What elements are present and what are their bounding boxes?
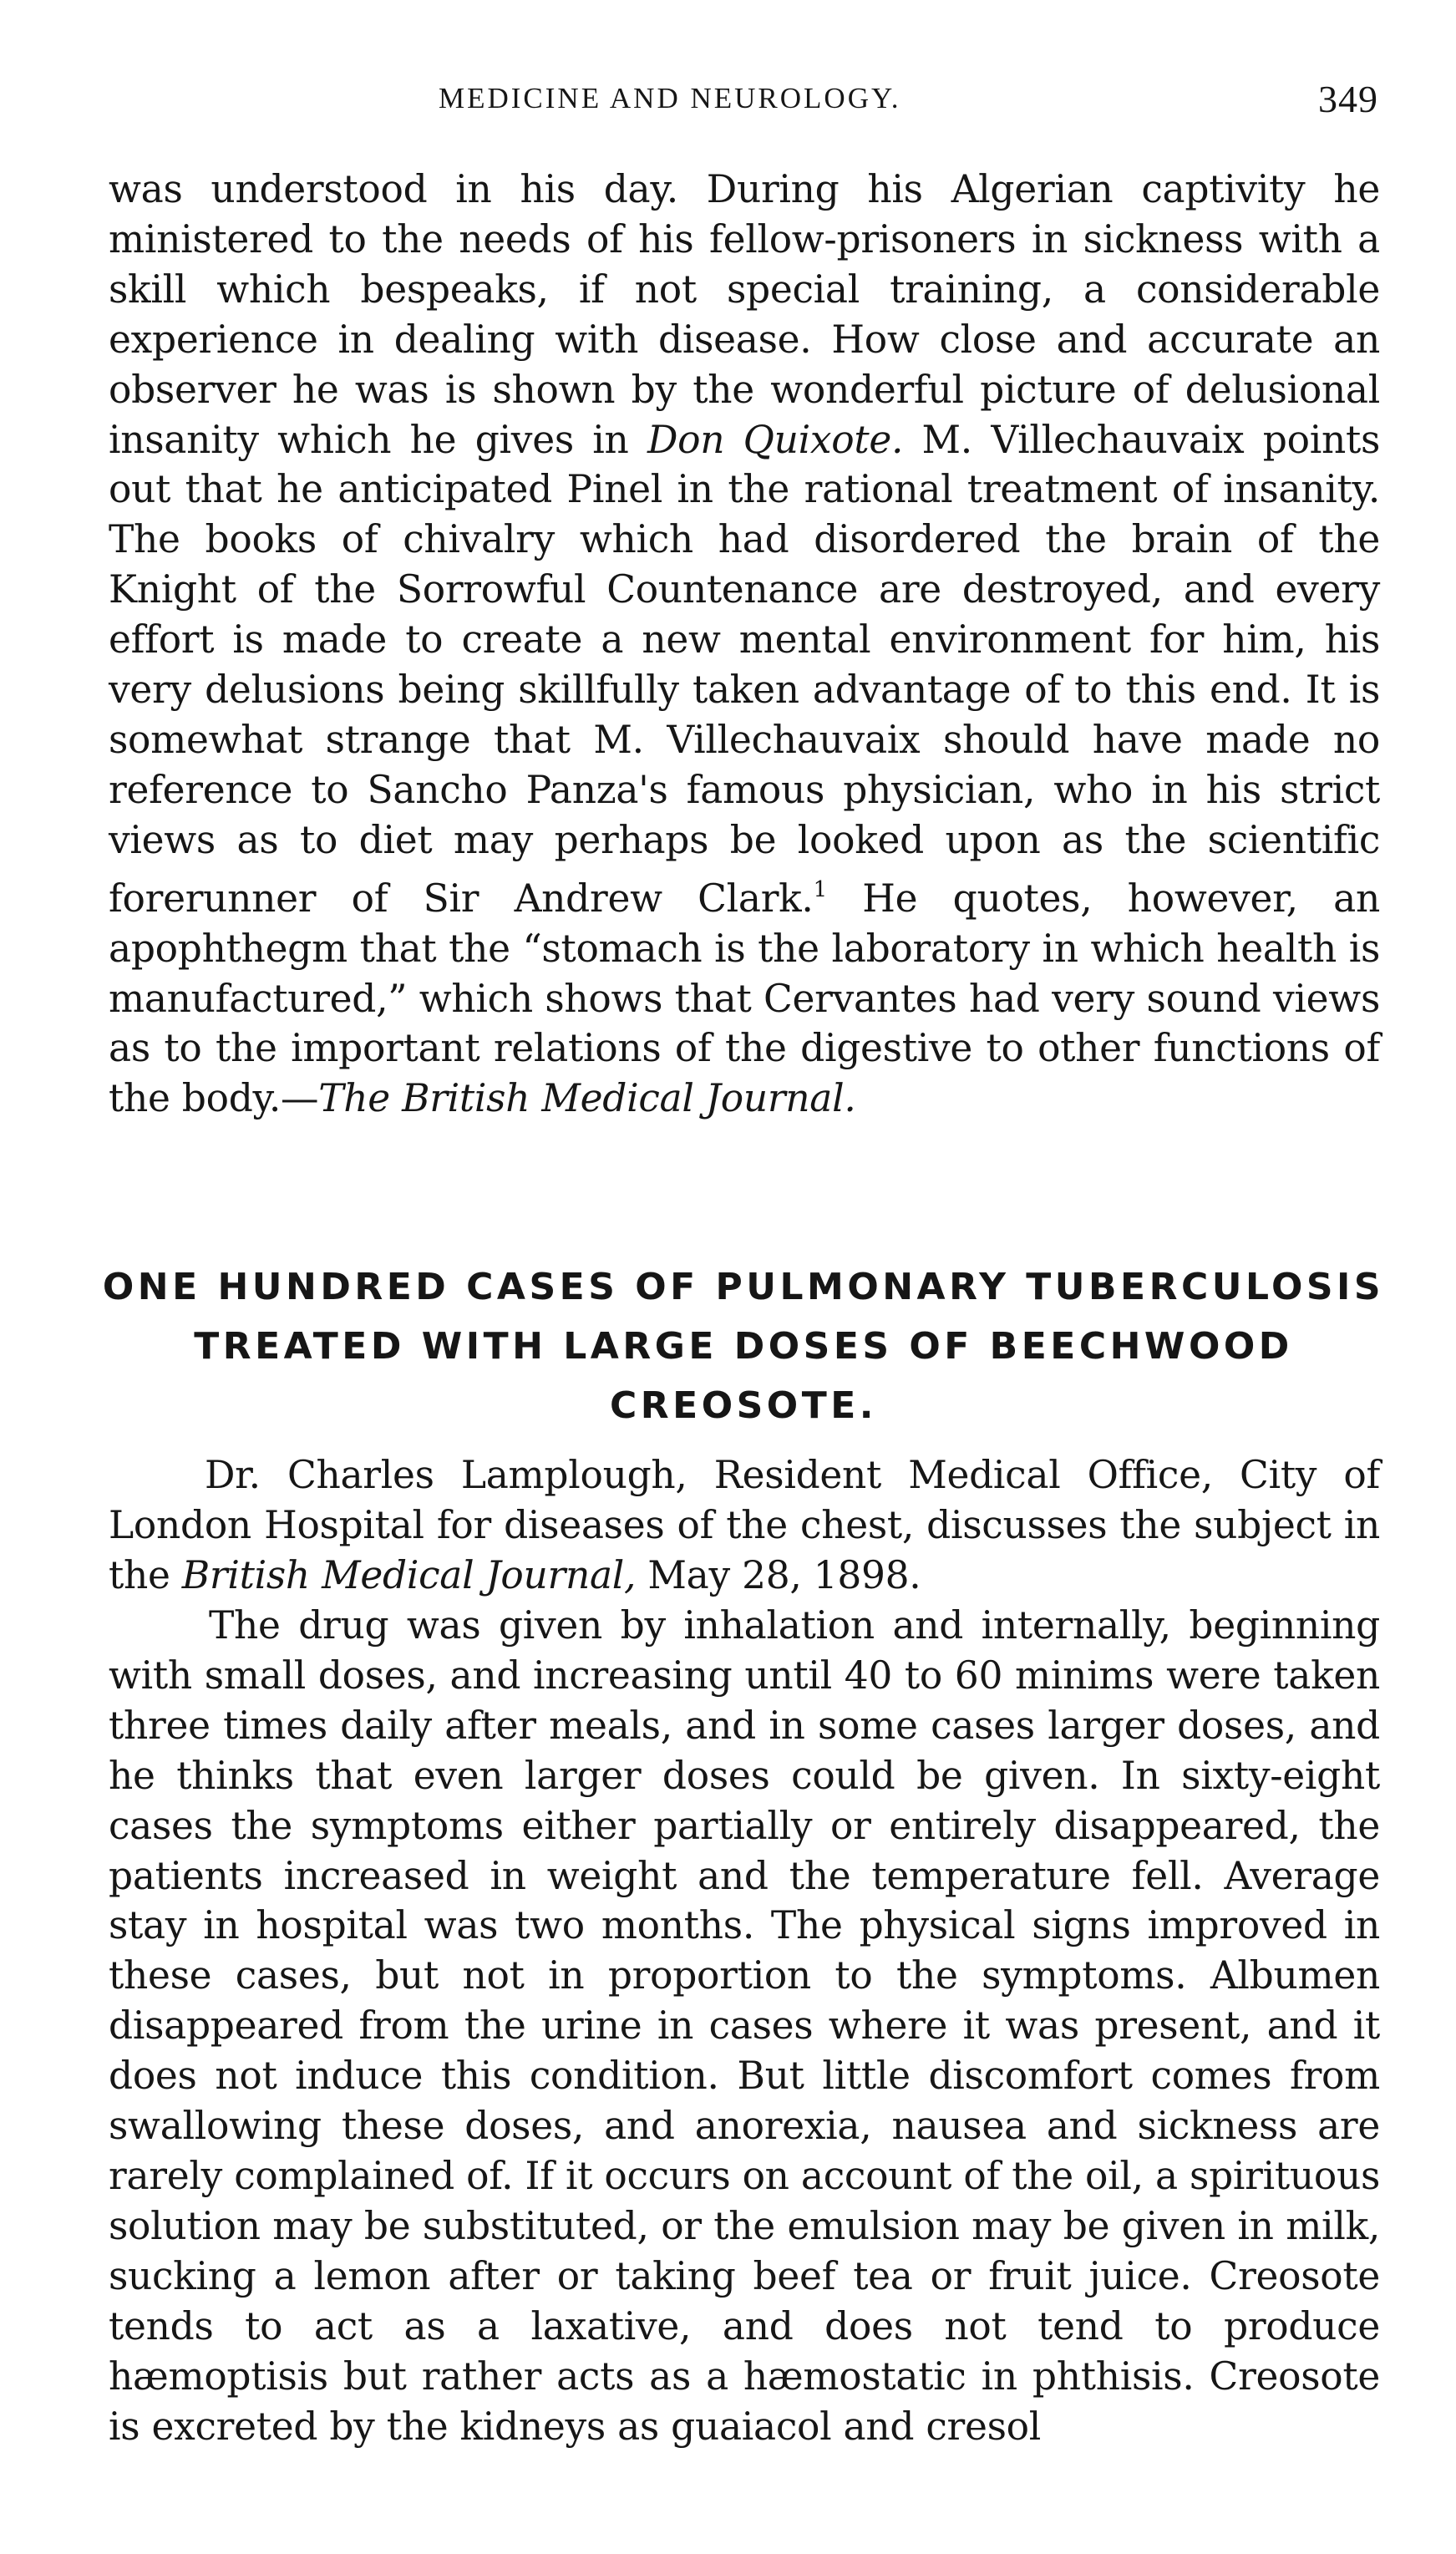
paragraph-cervantes	[109, 165, 1380, 1124]
paragraph-text: was understood in his day. During his Algerian captivity he ministered to the needs of his fellow-prisoners in sickness with a skill which bespeaks, if not special training, a considerable experience in dealing with disease. How close and accurate an observer he was is shown by the wonderful picture of delusional insanity which he gives in	[109, 167, 1380, 462]
paragraph-creosote-study: The drug was given by inhalation and internally, beginning with small doses, and increasing until 40 to 60 minims were taken three times daily after meals, and in some cases larger doses, and he thinks that even larger doses could be given. In sixty-eight cases the symptoms either partially or entirely disappeared, the patients increased in weight and the temperature fell. Average stay in hospital was two months. The physical signs improved in these cases, but not in proportion to the symptoms. Albumen disappeared from the urine in cases where it was present, and it does not induce this condition. But little discomfort comes from swallowing these doses, and anorexia, nausea and sickness are rarely complained of. If it occurs on account of the oil, a spirituous solution may be substituted, or the emulsion may be given in milk, sucking a lemon after or taking beef tea or fruit juice. Creosote tends to act as a laxative, and does not tend to produce hæmoptisis but rather acts as a hæmostatic in phthisis. Creosote is excreted by the kidneys as guaiacol and cresol	[109, 1603, 1380, 2449]
running-head	[109, 77, 1378, 127]
intro-date: May 28, 1898.	[636, 1552, 921, 1597]
source-citation: The British Medical Journal.	[318, 1076, 856, 1121]
journal-title: British Medical Journal,	[181, 1552, 637, 1597]
page-number: 349	[1318, 78, 1378, 120]
intro-text: Dr. Charles Lamplough, Resident Medical Office, City of London Hospital for diseases of the chest, discusses the subject in the	[109, 1453, 1380, 1597]
book-title-don-quixote: Don Quixote.	[647, 417, 904, 462]
running-title: MEDICINE AND NEUROLOGY.	[439, 82, 901, 114]
paragraph-text-end: He quotes, however, an apophthegm that the “stomach is the laboratory in which health is manufactured,” which shows that Cervantes had very sound views as to the important relations of the digestive to other functions of the body.—	[109, 876, 1380, 1121]
paragraph-intro	[109, 1450, 1380, 1601]
paragraph-text-continued: M. Villechauvaix points out that he anticipated Pinel in the rational treatment of insanity. The books of chivalry which had disordered the brain of the Knight of the Sorrowful Countenance are destroyed, and every effort is made to create a new mental environment for him, his very delusions being skillfully taken advantage of to this end. It is somewhat strange that M. Villechauvaix should have made no reference to Sancho Panza's famous physician, who in his strict views as to diet may perhaps be looked upon as the scientific forerunner of Sir Andrew Clark.	[109, 417, 1380, 921]
footnote-mark: 1	[813, 876, 827, 902]
section-heading: ONE HUNDRED CASES OF PULMONARY TUBERCULOSIS TREATED WITH LARGE DOSES OF BEECHWOOD CREOSOTE.	[102, 1266, 1385, 1427]
